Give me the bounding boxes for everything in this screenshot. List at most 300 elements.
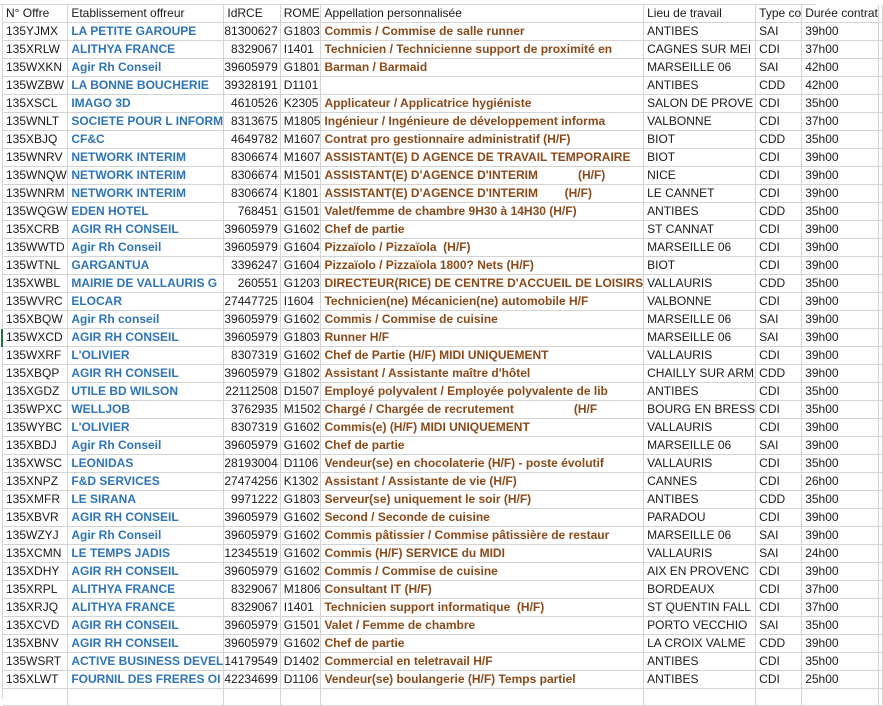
offer-id-cell[interactable]: 135WNRM	[3, 185, 68, 203]
appellation-cell[interactable]: ASSISTANT(E) D'AGENCE D'INTERIM (H/F)	[321, 167, 644, 185]
empty-cell[interactable]	[878, 77, 882, 95]
empty-cell[interactable]	[878, 401, 882, 419]
contract-type-cell[interactable]: CDI	[756, 563, 802, 581]
company-cell[interactable]: UTILE BD WILSON	[68, 383, 224, 401]
contract-type-cell[interactable]: CDD	[756, 77, 802, 95]
location-cell[interactable]: AIX EN PROVENC	[644, 563, 756, 581]
offer-id-cell[interactable]: 135WTNL	[3, 257, 68, 275]
empty-cell[interactable]	[878, 437, 882, 455]
duration-cell[interactable]: 35h00	[802, 653, 879, 671]
idrce-cell[interactable]: 768451	[224, 203, 280, 221]
idrce-cell[interactable]: 39605979	[224, 635, 280, 653]
location-cell[interactable]: VALLAURIS	[644, 545, 756, 563]
offer-id-cell[interactable]: 135XRPL	[3, 581, 68, 599]
duration-cell[interactable]: 39h00	[802, 257, 879, 275]
idrce-cell[interactable]: 39605979	[224, 617, 280, 635]
empty-cell[interactable]	[878, 113, 882, 131]
header-cell-lieu[interactable]: Lieu de travail	[644, 5, 756, 23]
rome-cell[interactable]: M1806	[280, 581, 321, 599]
empty-cell[interactable]	[878, 599, 882, 617]
duration-cell[interactable]: 39h00	[802, 293, 879, 311]
company-cell[interactable]: LE SIRANA	[68, 491, 224, 509]
empty-cell[interactable]	[878, 131, 882, 149]
idrce-cell[interactable]: 39605979	[224, 437, 280, 455]
rome-cell[interactable]: K2305	[280, 95, 321, 113]
appellation-cell[interactable]: Pizzaïolo / Pizzaïola 1800? Nets (H/F)	[321, 257, 644, 275]
empty-cell[interactable]	[878, 365, 882, 383]
offer-id-cell[interactable]: 135WNRV	[3, 149, 68, 167]
rome-cell[interactable]: G1802	[280, 365, 321, 383]
duration-cell[interactable]: 39h00	[802, 149, 879, 167]
appellation-cell[interactable]: Employé polyvalent / Employée polyvalente de lib	[321, 383, 644, 401]
duration-cell[interactable]: 39h00	[802, 347, 879, 365]
duration-cell[interactable]: 39h00	[802, 167, 879, 185]
company-cell[interactable]: AGIR RH CONSEIL	[68, 221, 224, 239]
company-cell[interactable]: LA BONNE BOUCHERIE	[68, 77, 224, 95]
company-cell[interactable]: NETWORK INTERIM	[68, 167, 224, 185]
company-cell[interactable]: AGIR RH CONSEIL	[68, 329, 224, 347]
appellation-cell[interactable]: ASSISTANT(E) D'AGENCE D'INTERIM (H/F)	[321, 185, 644, 203]
contract-type-cell[interactable]: CDI	[756, 599, 802, 617]
location-cell[interactable]: VALLAURIS	[644, 275, 756, 293]
header-cell-type[interactable]: Type co	[756, 5, 802, 23]
appellation-cell[interactable]: Serveur(se) uniquement le soir (H/F)	[321, 491, 644, 509]
duration-cell[interactable]: 37h00	[802, 581, 879, 599]
duration-cell[interactable]: 39h00	[802, 185, 879, 203]
company-cell[interactable]: ALITHYA FRANCE	[68, 581, 224, 599]
company-cell[interactable]: AGIR RH CONSEIL	[68, 617, 224, 635]
company-cell[interactable]: Agir Rh conseil	[68, 311, 224, 329]
duration-cell[interactable]	[802, 689, 879, 706]
duration-cell[interactable]: 35h00	[802, 455, 879, 473]
location-cell[interactable]: BIOT	[644, 149, 756, 167]
contract-type-cell[interactable]: CDI	[756, 581, 802, 599]
company-cell[interactable]	[68, 689, 224, 706]
location-cell[interactable]: MARSEILLE 06	[644, 329, 756, 347]
appellation-cell[interactable]: Technicien / Technicienne support de proximité en	[321, 41, 644, 59]
company-cell[interactable]: EDEN HOTEL	[68, 203, 224, 221]
rome-cell[interactable]: G1602	[280, 347, 321, 365]
idrce-cell[interactable]: 28193004	[224, 455, 280, 473]
location-cell[interactable]: BORDEAUX	[644, 581, 756, 599]
rome-cell[interactable]: G1801	[280, 59, 321, 77]
rome-cell[interactable]: I1401	[280, 599, 321, 617]
duration-cell[interactable]: 42h00	[802, 59, 879, 77]
duration-cell[interactable]: 35h00	[802, 131, 879, 149]
offer-id-cell[interactable]: 135XCRB	[3, 221, 68, 239]
appellation-cell[interactable]	[321, 77, 644, 95]
appellation-cell[interactable]: Valet/femme de chambre 9H30 à 14H30 (H/F)	[321, 203, 644, 221]
idrce-cell[interactable]: 39605979	[224, 221, 280, 239]
empty-cell[interactable]	[878, 581, 882, 599]
location-cell[interactable]: ANTIBES	[644, 383, 756, 401]
company-cell[interactable]: L'OLIVIER	[68, 419, 224, 437]
location-cell[interactable]: CANNES	[644, 473, 756, 491]
header-cell-appellation[interactable]: Appellation personnalisée	[321, 5, 644, 23]
contract-type-cell[interactable]: CDI	[756, 185, 802, 203]
rome-cell[interactable]: M1607	[280, 149, 321, 167]
offer-id-cell[interactable]: 135WXRF	[3, 347, 68, 365]
idrce-cell[interactable]: 27474256	[224, 473, 280, 491]
company-cell[interactable]: Agir Rh Conseil	[68, 239, 224, 257]
empty-cell[interactable]	[878, 689, 882, 706]
rome-cell[interactable]	[280, 689, 321, 706]
offer-id-cell[interactable]: 135YJMX	[3, 23, 68, 41]
appellation-cell[interactable]: Ingénieur / Ingénieure de développement informa	[321, 113, 644, 131]
offer-id-cell[interactable]: 135WSRT	[3, 653, 68, 671]
rome-cell[interactable]: G1501	[280, 203, 321, 221]
offer-id-cell[interactable]: 135XRLW	[3, 41, 68, 59]
empty-cell[interactable]	[878, 239, 882, 257]
contract-type-cell[interactable]: CDI	[756, 509, 802, 527]
duration-cell[interactable]: 42h00	[802, 77, 879, 95]
offer-id-cell[interactable]: 135XWBL	[3, 275, 68, 293]
contract-type-cell[interactable]: CDI	[756, 473, 802, 491]
rome-cell[interactable]: G1501	[280, 617, 321, 635]
duration-cell[interactable]: 39h00	[802, 635, 879, 653]
location-cell[interactable]	[644, 689, 756, 706]
duration-cell[interactable]: 39h00	[802, 437, 879, 455]
rome-cell[interactable]: D1402	[280, 653, 321, 671]
company-cell[interactable]: ACTIVE BUSINESS DEVEL	[68, 653, 224, 671]
idrce-cell[interactable]: 39605979	[224, 59, 280, 77]
appellation-cell[interactable]: Commis pâtissier / Commise pâtissière de restaur	[321, 527, 644, 545]
offer-id-cell[interactable]: 135XRJQ	[3, 599, 68, 617]
company-cell[interactable]: AGIR RH CONSEIL	[68, 563, 224, 581]
rome-cell[interactable]: G1602	[280, 527, 321, 545]
location-cell[interactable]: VALLAURIS	[644, 455, 756, 473]
contract-type-cell[interactable]: CDI	[756, 41, 802, 59]
company-cell[interactable]: AGIR RH CONSEIL	[68, 635, 224, 653]
rome-cell[interactable]: G1602	[280, 563, 321, 581]
empty-cell[interactable]	[878, 635, 882, 653]
appellation-cell[interactable]: Commis(e) (H/F) MIDI UNIQUEMENT	[321, 419, 644, 437]
empty-cell[interactable]	[878, 167, 882, 185]
location-cell[interactable]: VALBONNE	[644, 113, 756, 131]
location-cell[interactable]: BIOT	[644, 131, 756, 149]
appellation-cell[interactable]: Runner H/F	[321, 329, 644, 347]
company-cell[interactable]: AGIR RH CONSEIL	[68, 365, 224, 383]
duration-cell[interactable]: 39h00	[802, 311, 879, 329]
contract-type-cell[interactable]: CDD	[756, 203, 802, 221]
location-cell[interactable]: MARSEILLE 06	[644, 59, 756, 77]
idrce-cell[interactable]: 8329067	[224, 599, 280, 617]
offer-id-cell[interactable]: 135XDHY	[3, 563, 68, 581]
appellation-cell[interactable]: Technicien support informatique (H/F)	[321, 599, 644, 617]
duration-cell[interactable]: 26h00	[802, 473, 879, 491]
empty-cell[interactable]	[878, 149, 882, 167]
offer-id-cell[interactable]: 135XWSC	[3, 455, 68, 473]
location-cell[interactable]: CAGNES SUR MEI	[644, 41, 756, 59]
offer-id-cell[interactable]: 135XBNV	[3, 635, 68, 653]
empty-cell[interactable]	[878, 95, 882, 113]
offer-id-cell[interactable]: 135XSCL	[3, 95, 68, 113]
offer-id-cell[interactable]: 135XMFR	[3, 491, 68, 509]
empty-cell[interactable]	[878, 617, 882, 635]
idrce-cell[interactable]: 260551	[224, 275, 280, 293]
contract-type-cell[interactable]: CDD	[756, 275, 802, 293]
duration-cell[interactable]: 35h00	[802, 383, 879, 401]
company-cell[interactable]: Agir Rh Conseil	[68, 527, 224, 545]
company-cell[interactable]: WELLJOB	[68, 401, 224, 419]
contract-type-cell[interactable]: CDI	[756, 149, 802, 167]
location-cell[interactable]: BIOT	[644, 257, 756, 275]
empty-cell[interactable]	[878, 203, 882, 221]
idrce-cell[interactable]: 9971222	[224, 491, 280, 509]
offer-id-cell[interactable]: 135XLWT	[3, 671, 68, 689]
contract-type-cell[interactable]: SAI	[756, 545, 802, 563]
offer-id-cell[interactable]: 135WYBC	[3, 419, 68, 437]
location-cell[interactable]: LA CROIX VALME	[644, 635, 756, 653]
appellation-cell[interactable]: Valet / Femme de chambre	[321, 617, 644, 635]
duration-cell[interactable]: 39h00	[802, 329, 879, 347]
appellation-cell[interactable]: Commis / Commise de salle runner	[321, 23, 644, 41]
contract-type-cell[interactable]: CDI	[756, 653, 802, 671]
contract-type-cell[interactable]: CDD	[756, 131, 802, 149]
offer-id-cell[interactable]: 135WXKN	[3, 59, 68, 77]
idrce-cell[interactable]: 22112508	[224, 383, 280, 401]
offer-id-cell[interactable]: 135WQGW	[3, 203, 68, 221]
company-cell[interactable]: Agir Rh Conseil	[68, 59, 224, 77]
idrce-cell[interactable]: 42234699	[224, 671, 280, 689]
company-cell[interactable]: LE TEMPS JADIS	[68, 545, 224, 563]
duration-cell[interactable]: 35h00	[802, 401, 879, 419]
offer-id-cell[interactable]: 135XCVD	[3, 617, 68, 635]
offer-id-cell[interactable]: 135XBJQ	[3, 131, 68, 149]
rome-cell[interactable]: G1803	[280, 329, 321, 347]
empty-cell[interactable]	[878, 59, 882, 77]
empty-cell[interactable]	[878, 473, 882, 491]
company-cell[interactable]: SOCIETE POUR L INFORM	[68, 113, 224, 131]
appellation-cell[interactable]: Assistant / Assistante de vie (H/F)	[321, 473, 644, 491]
idrce-cell[interactable]: 39605979	[224, 365, 280, 383]
location-cell[interactable]: VALLAURIS	[644, 419, 756, 437]
empty-cell[interactable]	[878, 347, 882, 365]
company-cell[interactable]: LA PETITE GAROUPE	[68, 23, 224, 41]
contract-type-cell[interactable]: CDI	[756, 383, 802, 401]
location-cell[interactable]: MARSEILLE 06	[644, 239, 756, 257]
contract-type-cell[interactable]: CDI	[756, 293, 802, 311]
idrce-cell[interactable]: 8329067	[224, 581, 280, 599]
location-cell[interactable]: ST QUENTIN FALL	[644, 599, 756, 617]
idrce-cell[interactable]: 39605979	[224, 311, 280, 329]
contract-type-cell[interactable]: CDI	[756, 95, 802, 113]
duration-cell[interactable]: 39h00	[802, 563, 879, 581]
empty-cell[interactable]	[878, 329, 882, 347]
duration-cell[interactable]: 39h00	[802, 365, 879, 383]
contract-type-cell[interactable]: SAI	[756, 311, 802, 329]
rome-cell[interactable]: K1801	[280, 185, 321, 203]
rome-cell[interactable]: M1501	[280, 167, 321, 185]
contract-type-cell[interactable]: SAI	[756, 329, 802, 347]
contract-type-cell[interactable]: CDI	[756, 239, 802, 257]
header-cell-duree[interactable]: Durée contrat	[802, 5, 879, 23]
idrce-cell[interactable]: 8307319	[224, 419, 280, 437]
rome-cell[interactable]: M1502	[280, 401, 321, 419]
appellation-cell[interactable]: Commis / Commise de cuisine	[321, 563, 644, 581]
rome-cell[interactable]: M1607	[280, 131, 321, 149]
contract-type-cell[interactable]: CDI	[756, 221, 802, 239]
appellation-cell[interactable]: Contrat pro gestionnaire administratif (H/F)	[321, 131, 644, 149]
location-cell[interactable]: PARADOU	[644, 509, 756, 527]
appellation-cell[interactable]	[321, 689, 644, 706]
company-cell[interactable]: IMAGO 3D	[68, 95, 224, 113]
idrce-cell[interactable]: 27447725	[224, 293, 280, 311]
contract-type-cell[interactable]: CDD	[756, 365, 802, 383]
appellation-cell[interactable]: Technicien(ne) Mécanicien(ne) automobile H/F	[321, 293, 644, 311]
idrce-cell[interactable]: 4649782	[224, 131, 280, 149]
appellation-cell[interactable]: Chef de partie	[321, 221, 644, 239]
empty-cell[interactable]	[878, 41, 882, 59]
duration-cell[interactable]: 39h00	[802, 221, 879, 239]
duration-cell[interactable]: 35h00	[802, 95, 879, 113]
empty-cell[interactable]	[878, 527, 882, 545]
offer-id-cell[interactable]: 135WNLT	[3, 113, 68, 131]
company-cell[interactable]: FOURNIL DES FRERES OI	[68, 671, 224, 689]
idrce-cell[interactable]: 4610526	[224, 95, 280, 113]
idrce-cell[interactable]: 8306674	[224, 185, 280, 203]
contract-type-cell[interactable]: CDD	[756, 491, 802, 509]
rome-cell[interactable]: G1604	[280, 239, 321, 257]
empty-cell[interactable]	[878, 419, 882, 437]
appellation-cell[interactable]: Applicateur / Applicatrice hygiéniste	[321, 95, 644, 113]
appellation-cell[interactable]: Second / Seconde de cuisine	[321, 509, 644, 527]
offer-id-cell[interactable]: 135XBQP	[3, 365, 68, 383]
company-cell[interactable]: Agir Rh Conseil	[68, 437, 224, 455]
location-cell[interactable]: BOURG EN BRESS	[644, 401, 756, 419]
company-cell[interactable]: F&D SERVICES	[68, 473, 224, 491]
appellation-cell[interactable]: Pizzaïolo / Pizzaïola (H/F)	[321, 239, 644, 257]
duration-cell[interactable]: 35h00	[802, 203, 879, 221]
idrce-cell[interactable]: 39605979	[224, 527, 280, 545]
location-cell[interactable]: LE CANNET	[644, 185, 756, 203]
header-cell-idrce[interactable]: IdRCE	[224, 5, 280, 23]
appellation-cell[interactable]: ASSISTANT(E) D AGENCE DE TRAVAIL TEMPORAIRE	[321, 149, 644, 167]
location-cell[interactable]: MARSEILLE 06	[644, 527, 756, 545]
company-cell[interactable]: NETWORK INTERIM	[68, 149, 224, 167]
rome-cell[interactable]: G1602	[280, 311, 321, 329]
location-cell[interactable]: MARSEILLE 06	[644, 311, 756, 329]
empty-cell[interactable]	[878, 23, 882, 41]
contract-type-cell[interactable]: SAI	[756, 59, 802, 77]
company-cell[interactable]: CF&C	[68, 131, 224, 149]
idrce-cell[interactable]: 12345519	[224, 545, 280, 563]
rome-cell[interactable]: D1507	[280, 383, 321, 401]
idrce-cell[interactable]: 39605979	[224, 239, 280, 257]
company-cell[interactable]: L'OLIVIER	[68, 347, 224, 365]
company-cell[interactable]: MAIRIE DE VALLAURIS G	[68, 275, 224, 293]
idrce-cell[interactable]: 39328191	[224, 77, 280, 95]
idrce-cell[interactable]: 8306674	[224, 167, 280, 185]
contract-type-cell[interactable]: SAI	[756, 23, 802, 41]
empty-cell[interactable]	[878, 455, 882, 473]
offer-id-cell[interactable]: 135WVRC	[3, 293, 68, 311]
location-cell[interactable]: VALLAURIS	[644, 347, 756, 365]
duration-cell[interactable]: 37h00	[802, 599, 879, 617]
location-cell[interactable]: PORTO VECCHIO	[644, 617, 756, 635]
idrce-cell[interactable]: 39605979	[224, 563, 280, 581]
empty-cell[interactable]	[878, 257, 882, 275]
empty-cell[interactable]	[878, 563, 882, 581]
appellation-cell[interactable]: Assistant / Assistante maître d'hôtel	[321, 365, 644, 383]
contract-type-cell[interactable]: CDI	[756, 167, 802, 185]
offer-id-cell[interactable]: 135XGDZ	[3, 383, 68, 401]
appellation-cell[interactable]: Commis / Commise de cuisine	[321, 311, 644, 329]
appellation-cell[interactable]: Consultant IT (H/F)	[321, 581, 644, 599]
empty-cell[interactable]	[878, 293, 882, 311]
rome-cell[interactable]: I1401	[280, 41, 321, 59]
contract-type-cell[interactable]: CDD	[756, 635, 802, 653]
contract-type-cell[interactable]	[756, 689, 802, 706]
rome-cell[interactable]: M1805	[280, 113, 321, 131]
empty-cell[interactable]	[878, 275, 882, 293]
location-cell[interactable]: VALBONNE	[644, 293, 756, 311]
company-cell[interactable]: NETWORK INTERIM	[68, 185, 224, 203]
contract-type-cell[interactable]: CDI	[756, 347, 802, 365]
header-cell-rome[interactable]: ROME	[280, 5, 321, 23]
appellation-cell[interactable]: Vendeur(se) boulangerie (H/F) Temps partiel	[321, 671, 644, 689]
offer-id-cell[interactable]: 135XCMN	[3, 545, 68, 563]
appellation-cell[interactable]: Commercial en teletravail H/F	[321, 653, 644, 671]
rome-cell[interactable]: G1803	[280, 23, 321, 41]
idrce-cell[interactable]: 3396247	[224, 257, 280, 275]
duration-cell[interactable]: 24h00	[802, 545, 879, 563]
rome-cell[interactable]: G1604	[280, 257, 321, 275]
offer-id-cell[interactable]: 135XBDJ	[3, 437, 68, 455]
location-cell[interactable]: SALON DE PROVE	[644, 95, 756, 113]
duration-cell[interactable]: 39h00	[802, 239, 879, 257]
offer-id-cell[interactable]	[3, 689, 68, 706]
duration-cell[interactable]: 39h00	[802, 23, 879, 41]
idrce-cell[interactable]: 8307319	[224, 347, 280, 365]
contract-type-cell[interactable]: SAI	[756, 437, 802, 455]
location-cell[interactable]: ANTIBES	[644, 671, 756, 689]
duration-cell[interactable]: 35h00	[802, 617, 879, 635]
duration-cell[interactable]: 35h00	[802, 491, 879, 509]
location-cell[interactable]: ANTIBES	[644, 203, 756, 221]
rome-cell[interactable]: G1203	[280, 275, 321, 293]
rome-cell[interactable]: G1602	[280, 419, 321, 437]
empty-cell[interactable]	[878, 221, 882, 239]
rome-cell[interactable]: G1803	[280, 491, 321, 509]
offer-id-cell[interactable]: 135WNQW	[3, 167, 68, 185]
company-cell[interactable]: ALITHYA FRANCE	[68, 41, 224, 59]
contract-type-cell[interactable]: SAI	[756, 617, 802, 635]
company-cell[interactable]: LEONIDAS	[68, 455, 224, 473]
offer-id-cell[interactable]: 135WWTD	[3, 239, 68, 257]
empty-cell[interactable]	[878, 185, 882, 203]
contract-type-cell[interactable]: CDI	[756, 257, 802, 275]
rome-cell[interactable]: G1602	[280, 221, 321, 239]
rome-cell[interactable]: D1101	[280, 77, 321, 95]
duration-cell[interactable]: 37h00	[802, 113, 879, 131]
idrce-cell[interactable]: 39605979	[224, 329, 280, 347]
rome-cell[interactable]: G1602	[280, 509, 321, 527]
idrce-cell[interactable]: 8329067	[224, 41, 280, 59]
duration-cell[interactable]: 25h00	[802, 671, 879, 689]
idrce-cell[interactable]: 81300627	[224, 23, 280, 41]
appellation-cell[interactable]: Barman / Barmaid	[321, 59, 644, 77]
contract-type-cell[interactable]: CDI	[756, 455, 802, 473]
empty-cell[interactable]	[878, 491, 882, 509]
rome-cell[interactable]: K1302	[280, 473, 321, 491]
idrce-cell[interactable]: 14179549	[224, 653, 280, 671]
rome-cell[interactable]: D1106	[280, 455, 321, 473]
appellation-cell[interactable]: Chargé / Chargée de recrutement (H/F	[321, 401, 644, 419]
empty-cell[interactable]	[878, 545, 882, 563]
idrce-cell[interactable]: 3762935	[224, 401, 280, 419]
appellation-cell[interactable]: Vendeur(se) en chocolaterie (H/F) - poste évolutif	[321, 455, 644, 473]
